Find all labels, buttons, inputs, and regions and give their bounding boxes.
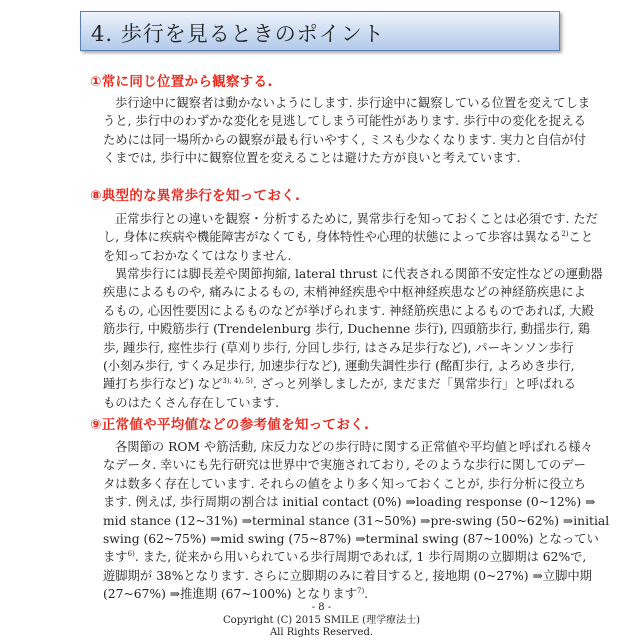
paragraph — [103, 265, 603, 412]
text-segment: うと, 歩行中のわずかな変化を見逃してしまう可能性があります. 歩行中の変化を捉える — [103, 114, 586, 129]
text-segment: 正常歩行との違いを観察・分析するために, 異常歩行を知っておくことは必須です. ただ — [115, 212, 598, 226]
text-line — [103, 530, 599, 548]
section-heading: ⑧典型的な異常歩行を知っておく. — [90, 188, 301, 204]
paragraph — [103, 438, 610, 604]
text-segment: (27~67%) ⇒推進期 (67~100%) となります — [103, 587, 357, 602]
text-line — [103, 567, 592, 585]
text-segment: し, 身体に疾病や機能障害がなくても, 身体特性や心理的状態によって歩容は異なる — [103, 230, 562, 245]
text-segment: 筋歩行, 中殿筋歩行 (Trendelenburg 歩行, Duchenne 歩行), 四頭筋歩行, 動揺歩行, 鶏 — [103, 322, 591, 337]
text-segment: swing (62~75%) ⇒mid swing (75~87%) ⇒terminal swing (87~100%) となってい — [103, 531, 599, 546]
text-line — [103, 265, 603, 283]
copyright-text: Copyright (C) 2015 SMILE (理学療法士) — [223, 614, 420, 626]
text-line — [103, 357, 575, 375]
section-title-box — [80, 11, 560, 51]
text-segment: るもの, 心因性要因によるものなどが挙げられます. 神経筋疾患によるものであれば, 大殿 — [103, 303, 594, 318]
text-line — [103, 475, 586, 493]
text-line — [103, 283, 586, 301]
text-segment: . また, 従来から用いられている歩行周期であれば, 1 歩行周期の立脚期は 62%で, — [134, 550, 587, 565]
text-line — [103, 112, 586, 130]
text-segment: 各関節の ROM や筋活動, 床反力などの歩行時に関する正常値や平均値と呼ばれる様々 — [115, 440, 593, 454]
text-segment: ます — [103, 550, 128, 565]
text-line — [103, 210, 598, 228]
text-line — [103, 493, 596, 511]
text-segment: 踵打ち歩行など) など — [103, 377, 223, 392]
text-line — [103, 131, 586, 149]
text-line — [103, 512, 610, 530]
text-segment: 歩行途中に観察者は動かないようにします. 歩行途中に観察している位置を変えてしま — [115, 96, 591, 110]
page-footer — [0, 602, 643, 640]
text-segment: . ざっと列挙しましたが, まだまだ「異常歩行」と呼ばれる — [252, 377, 576, 392]
citation-superscript: 2) — [561, 230, 569, 239]
text-segment: こと — [568, 230, 594, 245]
text-line — [103, 339, 574, 357]
text-segment: 遊脚期が 38%となります. さらに立脚期のみに着目すると, 接地期 (0~27%) ⇒立脚中期 — [103, 568, 592, 583]
text-line — [103, 438, 593, 456]
text-segment: 歩, 踵歩行, 痙性歩行 (草刈り歩行, 分回し歩行, はさみ足歩行など), パーキンソン歩行 — [103, 340, 574, 355]
text-segment: . — [364, 587, 369, 602]
text-line — [103, 375, 576, 393]
text-segment: 疾患によるものや, 痛みによるもの, 末梢神経疾患や中枢神経疾患などの神経筋疾患によ — [103, 285, 586, 300]
text-segment: ものはたくさん存在しています. — [103, 395, 280, 410]
text-line — [103, 585, 555, 603]
text-line — [103, 320, 591, 338]
text-line — [103, 456, 586, 474]
rights-text: All Rights Reserved. — [269, 627, 374, 638]
text-line — [103, 302, 594, 320]
text-line — [103, 394, 555, 412]
text-segment: (小刻み歩行, すくみ足歩行, 加速歩行など), 運動失調性歩行 (酩酊歩行, よろめき歩行, — [103, 358, 575, 373]
section-heading: ①常に同じ位置から観察する. — [90, 74, 273, 90]
page-number: - 8 - — [311, 602, 332, 613]
text-segment: ます. 例えば, 歩行周期の割合は initial contact (0%) ⇒loading response (0~12%) ⇒ — [103, 495, 596, 510]
text-line — [103, 228, 594, 246]
text-line — [103, 149, 555, 167]
citation-superscript: 7) — [356, 587, 365, 596]
text-segment: 異常歩行には脚長差や関節拘縮, lateral thrust に代表される関節不安定性などの運動器 — [115, 267, 603, 281]
citation-superscript: 6) — [127, 550, 135, 559]
text-segment: mid stance (12~31%) ⇒terminal stance (31~50%) ⇒pre-swing (50~62%) ⇒initial — [103, 513, 610, 528]
page-title: 4. 歩行を見るときのポイント — [91, 22, 385, 46]
text-line — [103, 94, 591, 112]
text-segment: なデータ. 幸いにも先行研究は世界中で実施されており, そのような歩行に関してのデー — [103, 458, 586, 473]
text-line — [103, 247, 555, 265]
text-segment: くまでは, 歩行中に観察位置を変えることは避けた方が良いと考えています. — [103, 151, 521, 166]
paragraph — [103, 94, 591, 168]
text-segment: タは数多く存在しています. それらの値をより多く知っておくことが, 歩行分析に役立ち — [103, 476, 586, 491]
text-segment: を知っておかなくてはなりません. — [103, 248, 292, 263]
citation-superscript: 3), 4), 5) — [222, 377, 253, 386]
paragraph — [103, 210, 598, 265]
section-heading: ⑨正常値や平均値などの参考値を知っておく. — [90, 417, 370, 433]
text-line — [103, 548, 587, 566]
text-segment: ためには同一場所からの観察が最も行いやすく, ミスも少なくなります. 実力と自信が付 — [103, 132, 586, 147]
